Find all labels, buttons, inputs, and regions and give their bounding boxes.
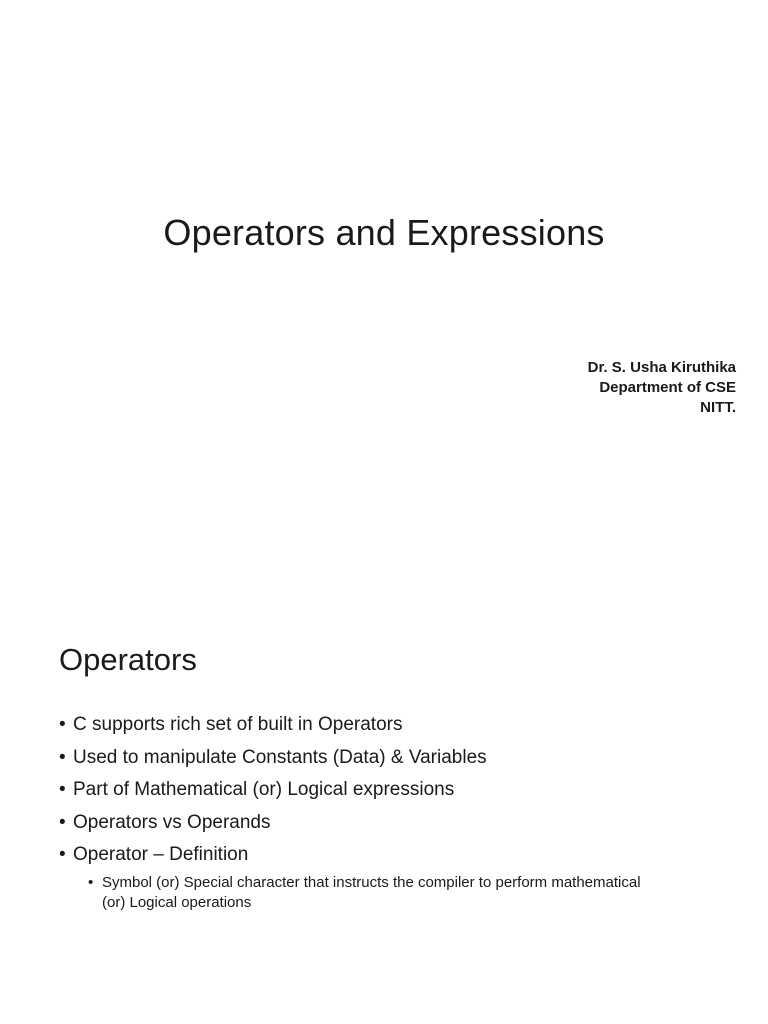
sub-bullet-list — [88, 873, 662, 913]
sub-bullet-text: Symbol (or) Special character that instructs the compiler to perform mathematical (or) Logical operations — [102, 874, 641, 911]
bullet-item — [59, 747, 487, 780]
slide-title: Operators — [59, 642, 197, 677]
bullet-icon: • — [59, 844, 66, 865]
bullet-text: Operator – Definition — [73, 844, 249, 865]
presentation-title: Operators and Expressions — [163, 212, 605, 253]
bullet-icon: • — [59, 746, 66, 768]
bullet-item — [59, 812, 487, 845]
bullet-item — [59, 714, 487, 747]
bullet-icon: • — [59, 811, 66, 833]
bullet-text: Used to manipulate Constants (Data) & Variables — [73, 746, 487, 768]
bullet-list — [59, 714, 487, 877]
bullet-text: Part of Mathematical (or) Logical expressions — [73, 779, 455, 800]
bullet-icon: • — [59, 779, 66, 800]
author-block — [588, 358, 736, 418]
author-name: Dr. S. Usha Kiruthika — [587, 359, 736, 376]
sub-bullet-icon: • — [88, 874, 94, 891]
author-department: Department of CSE — [599, 379, 736, 396]
sub-bullet-item — [88, 873, 662, 913]
bullet-icon: • — [59, 714, 66, 735]
bullet-text: Operators vs Operands — [73, 811, 271, 833]
author-institution: NITT. — [700, 399, 736, 416]
bullet-item — [59, 844, 487, 877]
content-slide — [0, 590, 768, 1024]
bullet-text: C supports rich set of built in Operators — [73, 714, 403, 735]
bullet-item — [59, 779, 487, 812]
